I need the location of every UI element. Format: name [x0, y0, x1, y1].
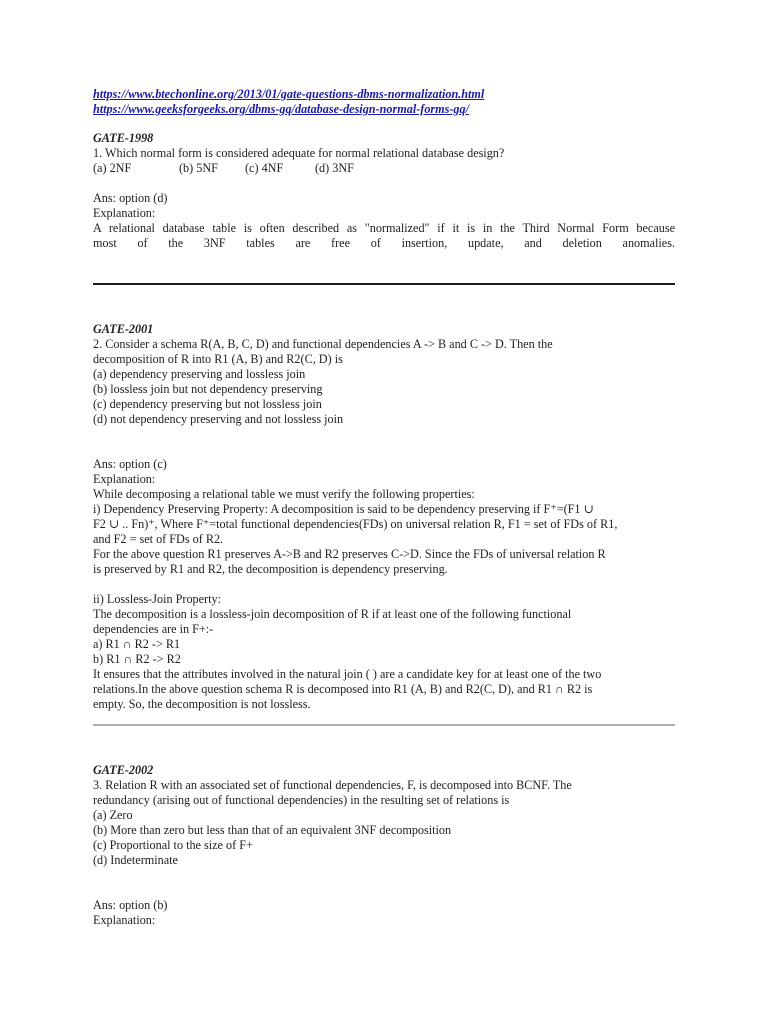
lossless-line: a) R1 ∩ R2 -> R1 [93, 637, 181, 651]
reference-links [93, 87, 675, 117]
question-text: redundancy (arising out of functional dependencies) in the resulting set of relations is [93, 793, 510, 807]
question-heading: GATE-2002 [93, 763, 154, 777]
explanation-line: i) Dependency Preserving Property: A decomposition is said to be dependency preserving if F⁺=(F1 ∪ [93, 502, 594, 516]
options-row [93, 161, 675, 176]
lossless-line: relations.In the above question schema R is decomposed into R1 (A, B) and R2(C, D), and R1 ∩ R2 is [93, 682, 593, 696]
option: (c) Proportional to the size of F+ [93, 838, 253, 852]
option: (d) not dependency preserving and not lossless join [93, 412, 344, 426]
question-text: decomposition of R into R1 (A, B) and R2(C, D) is [93, 352, 343, 366]
question-gate-2001 [93, 322, 675, 712]
question-gate-2002 [93, 763, 675, 928]
option: (b) lossless join but not dependency preserving [93, 382, 323, 396]
option: (a) dependency preserving and lossless join [93, 367, 306, 381]
link-geeksforgeeks[interactable]: https://www.geeksforgeeks.org/dbms-gq/database-design-normal-forms-gq/ [93, 102, 470, 116]
explanation-line: While decomposing a relational table we must verify the following properties: [93, 487, 475, 501]
explanation-line: For the above question R1 preserves A->B and R2 preserves C->D. Since the FDs of universal relation R [93, 547, 606, 561]
explanation-line: most of the 3NF tables are free of insertion, update, and deletion anomalies. [93, 236, 675, 250]
question-text: 1. Which normal form is considered adequate for normal relational database design? [93, 146, 505, 160]
explanation-line: A relational database table is often described as "normalized" if it is in the Third Normal Form because [93, 221, 675, 235]
lossless-line: It ensures that the attributes involved in the natural join ( ) are a candidate key for at least one of the two [93, 667, 602, 681]
lossless-line: ii) Lossless-Join Property: [93, 592, 221, 606]
lossless-line: dependencies are in F+:- [93, 622, 214, 636]
link-btechonline[interactable]: https://www.btechonline.org/2013/01/gate-questions-dbms-normalization.html [93, 87, 485, 101]
question-text: 2. Consider a schema R(A, B, C, D) and functional dependencies A -> B and C -> D. Then the [93, 337, 553, 351]
explanation-line: F2 ∪ .. Fn)⁺, Where F⁺=total functional dependencies(FDs) on universal relation R, F1 = set of FDs of R1, [93, 517, 618, 531]
question-gate-1998 [93, 131, 675, 251]
question-heading: GATE-2001 [93, 322, 154, 336]
explanation-line: and F2 = set of FDs of R2. [93, 532, 224, 546]
answer: Ans: option (c) [93, 457, 167, 471]
option: (b) More than zero but less than that of an equivalent 3NF decomposition [93, 823, 452, 837]
answer: Ans: option (d) [93, 191, 168, 205]
explanation-label: Explanation: [93, 913, 156, 927]
option: (b) 5NF [179, 161, 218, 175]
option: (c) 4NF [245, 161, 284, 175]
answer: Ans: option (b) [93, 898, 168, 912]
option: (d) 3NF [315, 161, 354, 175]
lossless-line: b) R1 ∩ R2 -> R2 [93, 652, 181, 666]
lossless-line: empty. So, the decomposition is not lossless. [93, 697, 311, 711]
option: (a) 2NF [93, 161, 132, 175]
question-text: 3. Relation R with an associated set of functional dependencies, F, is decomposed into BCNF. The [93, 778, 572, 792]
explanation-label: Explanation: [93, 206, 156, 220]
explanation-label: Explanation: [93, 472, 156, 486]
option: (a) Zero [93, 808, 133, 822]
explanation-line: is preserved by R1 and R2, the decomposition is dependency preserving. [93, 562, 448, 576]
option: (c) dependency preserving but not lossless join [93, 397, 322, 411]
section-divider [93, 283, 675, 285]
section-divider [93, 724, 675, 726]
option: (d) Indeterminate [93, 853, 178, 867]
question-heading: GATE-1998 [93, 131, 154, 145]
lossless-line: The decomposition is a lossless-join decomposition of R if at least one of the following functional [93, 607, 572, 621]
